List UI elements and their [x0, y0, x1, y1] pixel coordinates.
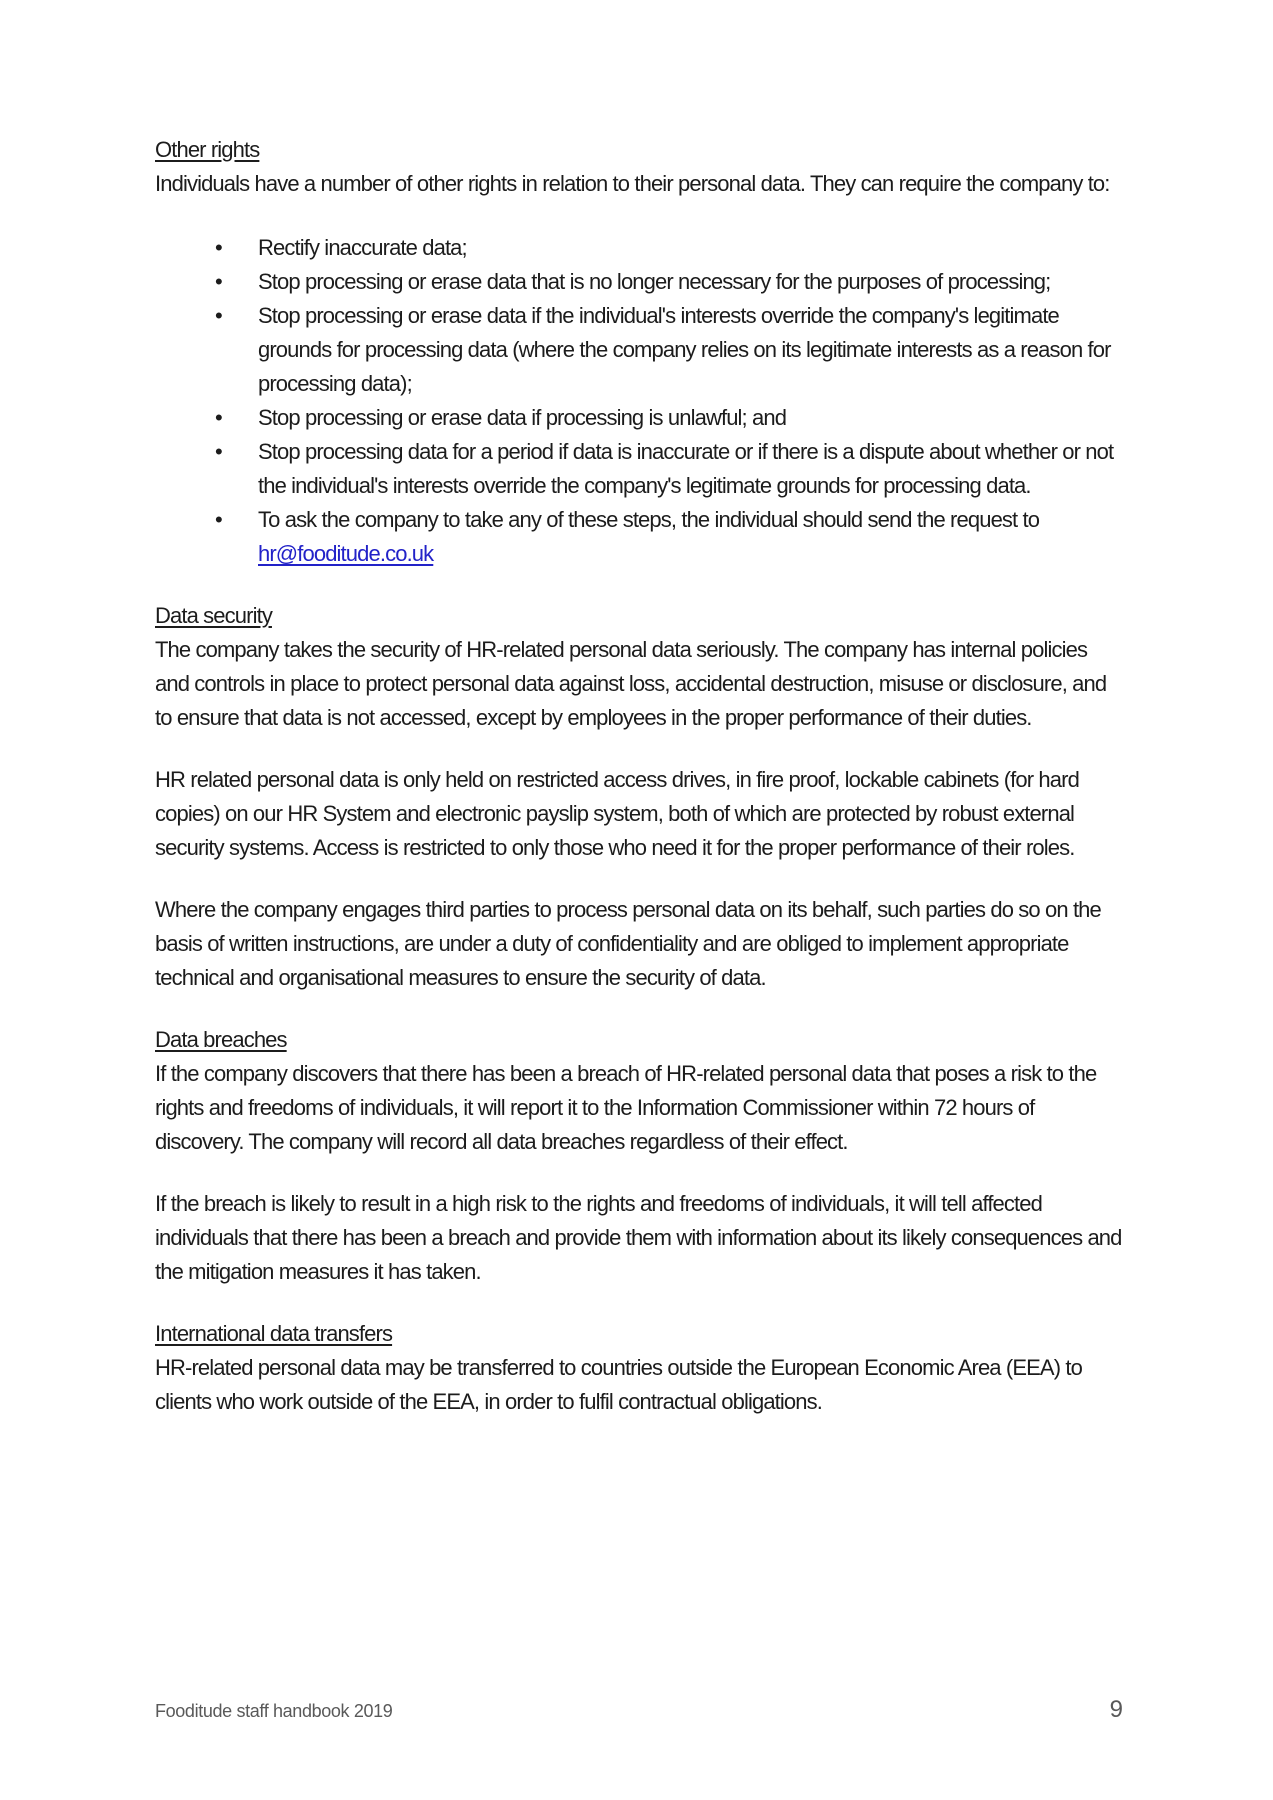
list-item-text: Stop processing or erase data that is no longer necessary for the purposes of processing;: [258, 269, 1051, 294]
page-footer: [155, 1696, 1123, 1724]
list-item: [155, 265, 1123, 299]
bullet-icon: •: [215, 303, 222, 328]
bullet-icon: •: [215, 507, 222, 532]
page-number: 9: [1109, 1696, 1123, 1723]
list-item: [155, 401, 1123, 435]
email-link[interactable]: hr@fooditude.co.uk: [258, 541, 434, 566]
list-item-text: Rectify inaccurate data;: [258, 235, 467, 260]
list-item-text: Stop processing or erase data if the individual's interests override the company's legitimate grounds for processing data (where the company relies on its legitimate interests as a reason for processing data);: [258, 303, 1111, 396]
heading-other-rights: Other rights: [155, 137, 260, 162]
international-transfers-paragraph-1: HR-related personal data may be transferred to countries outside the European Economic Area (EEA) to clients who work outside of the EEA, in order to fulfil contractual obligations.: [155, 1355, 1082, 1414]
heading-data-breaches: Data breaches: [155, 1027, 287, 1052]
list-item-text: Stop processing or erase data if processing is unlawful; and: [258, 405, 787, 430]
list-item-text: Stop processing data for a period if data is inaccurate or if there is a dispute about whether or not the individual's interests override the company's legitimate grounds for processing data.: [258, 439, 1114, 498]
bullet-icon: •: [215, 405, 222, 430]
data-breaches-paragraph-2: If the breach is likely to result in a high risk to the rights and freedoms of individuals, it will tell affected individuals that there has been a breach and provide them with information about its likely consequences and the mitigation measures it has taken.: [155, 1191, 1122, 1284]
page-content: [155, 133, 1123, 1419]
other-rights-bullet-list: [155, 231, 1123, 571]
data-security-paragraph-3: Where the company engages third parties to process personal data on its behalf, such parties do so on the basis of written instructions, are under a duty of confidentiality and are obliged to implement appropriate technical and organisational measures to ensure the security of data.: [155, 897, 1101, 990]
list-item: [155, 299, 1123, 401]
other-rights-intro-paragraph: Individuals have a number of other rights in relation to their personal data. They can require the company to:: [155, 171, 1110, 196]
list-item: [155, 503, 1123, 571]
bullet-icon: •: [215, 269, 222, 294]
bullet-icon: •: [215, 235, 222, 260]
bullet-icon: •: [215, 439, 222, 464]
list-item: [155, 435, 1123, 503]
list-item: [155, 231, 1123, 265]
data-security-paragraph-2: HR related personal data is only held on restricted access drives, in fire proof, lockable cabinets (for hard copies) on our HR System and electronic payslip system, both of which are protected by robust external security systems. Access is restricted to only those who need it for the proper performance of their roles.: [155, 767, 1079, 860]
list-item-text: To ask the company to take any of these steps, the individual should send the request to: [258, 507, 1040, 532]
heading-international-data-transfers: International data transfers: [155, 1321, 393, 1346]
heading-data-security: Data security: [155, 603, 272, 628]
data-security-paragraph-1: The company takes the security of HR-related personal data seriously. The company has internal policies and controls in place to protect personal data against loss, accidental destruction, misuse or disclosure, and to ensure that data is not accessed, except by employees in the proper performance of their duties.: [155, 637, 1107, 730]
footer-doc-title: Fooditude staff handbook 2019: [155, 1701, 393, 1721]
data-breaches-paragraph-1: If the company discovers that there has been a breach of HR-related personal data that poses a risk to the rights and freedoms of individuals, it will report it to the Information Commissioner within 72 hours of discovery. The company will record all data breaches regardless of their effect.: [155, 1061, 1097, 1154]
